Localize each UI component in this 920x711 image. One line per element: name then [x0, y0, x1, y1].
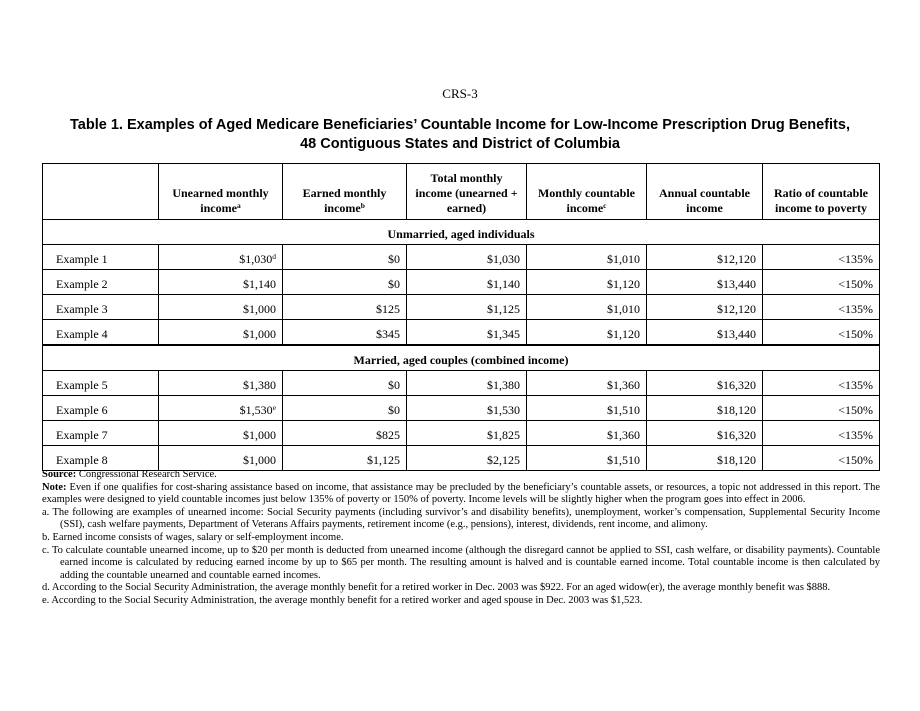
unearned-cell: $1,030$^d$	[159, 245, 283, 270]
column-header-blank	[43, 164, 159, 220]
monthly-countable-cell: $1,120	[527, 270, 647, 295]
earned-cell: $0	[283, 270, 407, 295]
income-table	[42, 163, 880, 471]
total-cell: $1,530	[407, 396, 527, 421]
table-row	[43, 446, 880, 471]
column-header-unearned: Unearned monthly income$^a$	[159, 164, 283, 220]
monthly-countable-cell: $1,360	[527, 371, 647, 396]
section-heading: Unmarried, aged individuals	[43, 220, 880, 245]
example-label: Example 4	[43, 320, 159, 346]
column-header-total: Total monthly income (unearned + earned)	[407, 164, 527, 220]
unearned-cell: $1,000	[159, 446, 283, 471]
table-title	[30, 116, 890, 154]
monthly-countable-cell: $1,510	[527, 446, 647, 471]
column-header-monthly-countable: Monthly countable income$^c$	[527, 164, 647, 220]
total-cell: $1,125	[407, 295, 527, 320]
earned-cell: $825	[283, 421, 407, 446]
unearned-cell: $1,000	[159, 421, 283, 446]
header-row	[43, 164, 880, 220]
earned-cell: $125	[283, 295, 407, 320]
total-cell: $2,125	[407, 446, 527, 471]
annual-countable-cell: $18,120	[647, 396, 763, 421]
table-row	[43, 421, 880, 446]
earned-cell: $0	[283, 371, 407, 396]
table-row	[43, 371, 880, 396]
earned-cell: $345	[283, 320, 407, 346]
example-label: Example 1	[43, 245, 159, 270]
table-notes	[42, 469, 880, 608]
footnote-b: b. Earned income consists of wages, salary or self-employment income.	[42, 531, 344, 543]
example-label: Example 2	[43, 270, 159, 295]
unearned-cell: $1,530e	[159, 396, 283, 421]
annual-countable-cell: $13,440	[647, 320, 763, 346]
annual-countable-cell: $12,120	[647, 295, 763, 320]
total-cell: $1,345	[407, 320, 527, 346]
general-note: Note: Even if one qualifies for cost-sharing assistance based on income, that assistance may be precluded by the beneficiary’s countable assets, or resources, a topic not addressed in this report. The examples were designed to yield countable incomes just below 135% of poverty or 150% of poverty. Income levels will be slightly higher when the program goes into effect in 2006.	[42, 481, 880, 506]
unearned-cell: $1,380	[159, 371, 283, 396]
total-cell: $1,825	[407, 421, 527, 446]
column-header-annual-countable: Annual countable income	[647, 164, 763, 220]
monthly-countable-cell: $1,010	[527, 295, 647, 320]
total-cell: $1,030	[407, 245, 527, 270]
ratio-cell: <150%	[763, 270, 880, 295]
earned-cell: $0	[283, 245, 407, 270]
example-label: Example 3	[43, 295, 159, 320]
ratio-cell: <135%	[763, 371, 880, 396]
page-header: CRS-3	[442, 86, 478, 101]
footnote-a: a. The following are examples of unearned income: Social Security payments (including survivor’s and disability benefits), unemployment, worker’s compensation, Supplemental Security Income (SSI), cash welfare payments, Department of Veterans Affairs payments, retirement income (e.g., pensions), interest, dividends, rent income, and alimony.	[42, 506, 880, 531]
example-label: Example 8	[43, 446, 159, 471]
example-label: Example 5	[43, 371, 159, 396]
table-row	[43, 245, 880, 270]
footnote-e: e. According to the Social Security Administration, the average monthly benefit for a retired worker and aged spouse in Dec. 2003 was $1,523.	[42, 594, 643, 606]
unearned-cell: $1,000	[159, 295, 283, 320]
footnote-d: d. According to the Social Security Administration, the average monthly benefit for a retired worker in Dec. 2003 was $922. For an aged widow(er), the average monthly benefit was $888.	[42, 582, 831, 594]
footnote-c: c. To calculate countable unearned income, up to $20 per month is deducted from unearned income (although the disregard cannot be applied to SSI, cash welfare, or disability payments). Countable earned income is calculated by reducing earned income by up to $65 per month. The resulting amount is halved and is countable earned income. Total countable income is then calculated by adding the countable unearned and countable earned incomes.	[42, 544, 880, 581]
table-row	[43, 295, 880, 320]
annual-countable-cell: $16,320	[647, 421, 763, 446]
section-heading-row	[43, 345, 880, 371]
section-heading-row	[43, 220, 880, 245]
example-label: Example 7	[43, 421, 159, 446]
monthly-countable-cell: $1,510	[527, 396, 647, 421]
table-title-line-1: Table 1. Examples of Aged Medicare Beneficiaries’ Countable Income for Low-Income Prescription Drug Benefits,	[70, 117, 850, 133]
unearned-cell: $1,140	[159, 270, 283, 295]
ratio-cell: <135%	[763, 245, 880, 270]
annual-countable-cell: $12,120	[647, 245, 763, 270]
section-heading: Married, aged couples (combined income)	[43, 345, 880, 371]
unearned-cell: $1,000	[159, 320, 283, 346]
table-row	[43, 396, 880, 421]
ratio-cell: <135%	[763, 295, 880, 320]
annual-countable-cell: $13,440	[647, 270, 763, 295]
earned-cell: $0	[283, 396, 407, 421]
annual-countable-cell: $18,120	[647, 446, 763, 471]
column-header-ratio: Ratio of countable income to poverty	[763, 164, 880, 220]
annual-countable-cell: $16,320	[647, 371, 763, 396]
table-title-line-2: 48 Contiguous States and District of Columbia	[300, 136, 620, 152]
column-header-earned: Earned monthly income$^b$	[283, 164, 407, 220]
ratio-cell: <150%	[763, 396, 880, 421]
monthly-countable-cell: $1,120	[527, 320, 647, 346]
ratio-cell: <150%	[763, 446, 880, 471]
earned-cell: $1,125	[283, 446, 407, 471]
ratio-cell: <135%	[763, 421, 880, 446]
monthly-countable-cell: $1,360	[527, 421, 647, 446]
example-label: Example 6	[43, 396, 159, 421]
source-note: Source: Congressional Research Service.	[42, 469, 217, 480]
table-row	[43, 270, 880, 295]
monthly-countable-cell: $1,010	[527, 245, 647, 270]
ratio-cell: <150%	[763, 320, 880, 346]
total-cell: $1,380	[407, 371, 527, 396]
total-cell: $1,140	[407, 270, 527, 295]
table-row	[43, 320, 880, 346]
